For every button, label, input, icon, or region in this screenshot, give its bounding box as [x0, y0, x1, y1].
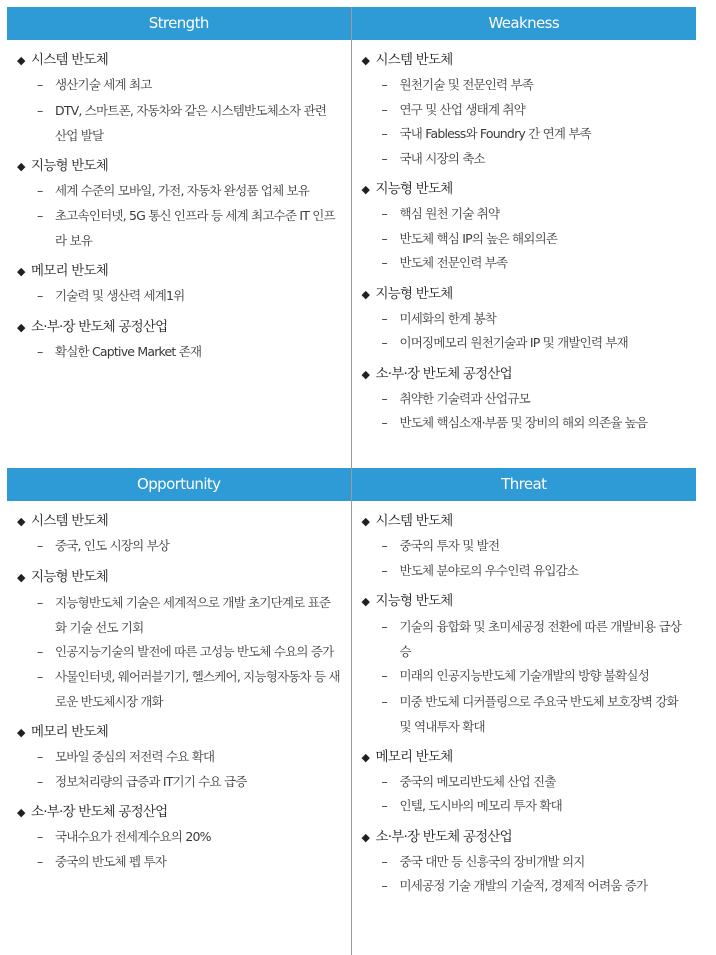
- section-title: [362, 282, 691, 307]
- list-item-text: 원천기술 및 전문인력 부족: [399, 77, 534, 92]
- dash-bullet-icon: –: [381, 310, 387, 326]
- swot-section: [17, 720, 345, 794]
- list-item-text: DTV, 스마트폰, 자동차와 같은 시스템반도체소자 관련 산업 발달: [55, 102, 327, 143]
- dash-bullet-icon: –: [381, 255, 387, 270]
- swot-table: [7, 7, 696, 955]
- list-item: [17, 640, 345, 665]
- section-title: [362, 589, 691, 614]
- dash-bullet-icon: –: [381, 798, 387, 813]
- list-item: [362, 387, 691, 412]
- quadrant-header: Strength: [7, 7, 351, 40]
- section-title: [17, 565, 345, 590]
- list-item-text: 기술력 및 생산력 세계1위: [55, 288, 185, 303]
- dash-bullet-icon: –: [37, 182, 43, 198]
- list-item-text: 중국의 투자 및 발전: [399, 538, 500, 553]
- swot-section: [362, 825, 691, 899]
- section-title-text: 소·부·장 반도체 공정산업: [375, 365, 512, 382]
- list-item: [17, 745, 345, 770]
- swot-section: [362, 509, 691, 583]
- list-item-text: 반도체 핵심 IP의 높은 해외의존: [399, 230, 558, 246]
- list-item-text: 이머징메모리 원천기술과 IP 및 개발인력 부재: [399, 335, 628, 350]
- dash-bullet-icon: –: [37, 773, 43, 789]
- list-item: [17, 203, 345, 253]
- list-item: [17, 534, 345, 559]
- list-item: [362, 534, 691, 559]
- dash-bullet-icon: –: [37, 643, 43, 659]
- section-title: [17, 315, 345, 340]
- list-item-text: 반도체 분야로의 우수인력 유입감소: [399, 562, 579, 578]
- dash-bullet-icon: –: [381, 77, 387, 92]
- dash-bullet-icon: –: [381, 562, 387, 578]
- list-item-text: 중국의 반도체 펩 투자: [55, 853, 166, 869]
- swot-row-top: [7, 7, 696, 468]
- dash-bullet-icon: –: [37, 538, 43, 553]
- section-title-text: 메모리 반도체: [31, 263, 108, 279]
- list-item-text: 반도체 전문인력 부족: [399, 255, 508, 270]
- list-item: [362, 559, 691, 584]
- list-item-text: 미세화의 한계 봉착: [399, 310, 497, 326]
- diamond-bullet-icon: ◆: [17, 806, 25, 819]
- swot-section: [17, 315, 345, 365]
- list-item-text: 모바일 중심의 저전력 수요 확대: [55, 749, 215, 764]
- dash-bullet-icon: –: [381, 878, 387, 893]
- list-item: [362, 331, 691, 356]
- dash-bullet-icon: –: [37, 853, 43, 869]
- swot-section: [362, 362, 691, 436]
- diamond-bullet-icon: ◆: [17, 570, 25, 584]
- list-item-text: 중국 대만 등 신흥국의 장비개발 의지: [399, 853, 585, 869]
- dash-bullet-icon: –: [381, 335, 387, 350]
- list-item-text: 중국, 인도 시장의 부상: [55, 538, 170, 553]
- list-item: [362, 307, 691, 332]
- diamond-bullet-icon: ◆: [17, 159, 25, 173]
- dash-bullet-icon: –: [381, 206, 387, 221]
- section-title-text: 시스템 반도체: [31, 513, 108, 529]
- diamond-bullet-icon: ◆: [17, 515, 25, 528]
- list-item-text: 확실한 Captive Market 존재: [55, 343, 202, 359]
- list-item: [362, 664, 691, 689]
- section-title: [362, 509, 691, 534]
- dash-bullet-icon: –: [381, 668, 387, 683]
- list-item: [362, 73, 691, 98]
- list-item-text: 핵심 원천 기술 취약: [399, 206, 500, 221]
- section-title-text: 소·부·장 반도체 공정산업: [31, 804, 168, 820]
- list-item: [17, 340, 345, 365]
- list-item: [362, 98, 691, 123]
- section-title-text: 메모리 반도체: [375, 748, 453, 765]
- quadrant-strength: [7, 7, 352, 468]
- section-title: [17, 259, 345, 284]
- section-title: [17, 720, 345, 745]
- quadrant-header: Threat: [352, 468, 697, 501]
- list-item: [17, 98, 345, 148]
- list-item: [17, 73, 345, 98]
- section-title: [17, 800, 345, 825]
- list-item: [362, 227, 691, 252]
- list-item-text: 인텔, 도시바의 메모리 투자 확대: [399, 798, 562, 813]
- section-title-text: 시스템 반도체: [31, 52, 108, 68]
- list-item: [17, 664, 345, 714]
- list-item: [362, 202, 691, 227]
- section-title-text: 지능형 반도체: [375, 285, 453, 302]
- section-title-text: 시스템 반도체: [375, 52, 453, 68]
- list-item: [362, 794, 691, 819]
- diamond-bullet-icon: ◆: [17, 265, 25, 278]
- list-item-text: 국내수요가 전세계수요의 20%: [55, 829, 211, 844]
- list-item: [362, 689, 691, 739]
- list-item: [362, 850, 691, 875]
- dash-bullet-icon: –: [381, 230, 387, 246]
- list-item-text: 지능형반도체 기술은 세계적으로 개발 초기단계로 표준화 기술 선도 기회: [55, 594, 331, 635]
- diamond-bullet-icon: ◆: [17, 726, 25, 739]
- quadrant-header: Opportunity: [7, 468, 351, 501]
- diamond-bullet-icon: ◆: [361, 515, 370, 528]
- diamond-bullet-icon: ◆: [361, 367, 370, 381]
- swot-section: [362, 48, 691, 171]
- list-item-text: 취약한 기술력과 산업규모: [399, 390, 530, 406]
- list-item: [17, 850, 345, 875]
- section-title-text: 소·부·장 반도체 공정산업: [375, 828, 512, 845]
- list-item-text: 국내 시장의 축소: [399, 150, 485, 166]
- dash-bullet-icon: –: [37, 594, 43, 610]
- swot-section: [17, 800, 345, 874]
- dash-bullet-icon: –: [37, 288, 43, 303]
- diamond-bullet-icon: ◆: [361, 54, 370, 67]
- section-title-text: 소·부·장 반도체 공정산업: [31, 318, 168, 335]
- dash-bullet-icon: –: [381, 538, 387, 553]
- dash-bullet-icon: –: [381, 126, 387, 141]
- list-item: [362, 874, 691, 899]
- list-item-text: 국내 Fabless와 Foundry 간 연계 부족: [399, 126, 591, 141]
- quadrant-weakness: [352, 7, 697, 468]
- list-item-text: 인공지능기술의 발전에 따른 고성능 반도체 수요의 증가: [55, 643, 334, 659]
- quadrant-body: [352, 501, 697, 955]
- quadrant-body: [352, 40, 697, 468]
- section-title: [362, 825, 691, 850]
- list-item-text: 연구 및 산업 생태계 취약: [399, 101, 525, 117]
- list-item-text: 미래의 인공지능반도체 기술개발의 방향 불확실성: [399, 668, 649, 683]
- section-title: [362, 177, 691, 202]
- section-title: [17, 154, 345, 179]
- swot-section: [362, 177, 691, 276]
- list-item: [362, 614, 691, 664]
- quadrant-body: [7, 501, 351, 955]
- swot-section: [362, 589, 691, 739]
- dash-bullet-icon: –: [37, 749, 43, 764]
- list-item-text: 사물인터넷, 웨어러블기기, 헬스케어, 지능형자동차 등 새로운 반도체시장 개화: [55, 669, 340, 709]
- quadrant-body: [7, 40, 351, 468]
- diamond-bullet-icon: ◆: [361, 595, 370, 608]
- list-item-text: 정보처리량의 급증과 IT기기 수요 급증: [55, 773, 247, 789]
- list-item-text: 세계 수준의 모바일, 가전, 자동차 완성품 업체 보유: [55, 182, 310, 198]
- list-item: [17, 284, 345, 309]
- swot-section: [17, 509, 345, 559]
- diamond-bullet-icon: ◆: [361, 830, 370, 844]
- dash-bullet-icon: –: [381, 693, 387, 709]
- swot-row-bottom: [7, 468, 696, 955]
- list-item-text: 기술의 융합화 및 초미세공정 전환에 따른 개발비용 급상승: [399, 619, 682, 659]
- section-title-text: 지능형 반도체: [31, 568, 108, 585]
- dash-bullet-icon: –: [381, 150, 387, 166]
- section-title: [362, 745, 691, 770]
- diamond-bullet-icon: ◆: [361, 750, 370, 764]
- section-title: [362, 48, 691, 73]
- section-title-text: 지능형 반도체: [31, 157, 108, 174]
- swot-section: [17, 154, 345, 254]
- list-item: [17, 179, 345, 204]
- list-item: [362, 770, 691, 795]
- list-item: [362, 411, 691, 436]
- diamond-bullet-icon: ◆: [361, 183, 370, 196]
- list-item: [362, 122, 691, 147]
- list-item-text: 중국의 메모리반도체 산업 진출: [399, 773, 556, 789]
- dash-bullet-icon: –: [37, 208, 43, 223]
- dash-bullet-icon: –: [381, 619, 387, 634]
- list-item-text: 생산기술 세계 최고: [55, 77, 152, 92]
- section-title: [17, 509, 345, 534]
- list-item-text: 미중 반도체 디커플링으로 주요국 반도체 보호장벽 강화 및 역내투자 확대: [399, 693, 678, 734]
- swot-section: [17, 48, 345, 148]
- quadrant-threat: [352, 468, 697, 955]
- list-item: [362, 251, 691, 276]
- list-item-text: 초고속인터넷, 5G 통신 인프라 등 세계 최고수준 IT 인프라 보유: [55, 208, 335, 248]
- dash-bullet-icon: –: [381, 415, 387, 430]
- swot-section: [17, 565, 345, 715]
- dash-bullet-icon: –: [37, 77, 43, 92]
- list-item-text: 반도체 핵심소재·부품 및 장비의 해외 의존율 높음: [399, 415, 648, 430]
- dash-bullet-icon: –: [381, 853, 387, 869]
- swot-section: [362, 745, 691, 819]
- section-title-text: 지능형 반도체: [375, 593, 453, 609]
- list-item: [17, 770, 345, 795]
- quadrant-opportunity: [7, 468, 352, 955]
- quadrant-header: Weakness: [352, 7, 697, 40]
- diamond-bullet-icon: ◆: [361, 287, 370, 301]
- diamond-bullet-icon: ◆: [17, 320, 25, 334]
- section-title-text: 메모리 반도체: [31, 724, 108, 740]
- list-item: [17, 825, 345, 850]
- dash-bullet-icon: –: [37, 102, 43, 118]
- section-title-text: 시스템 반도체: [375, 513, 453, 529]
- dash-bullet-icon: –: [37, 343, 43, 359]
- list-item-text: 미세공정 기술 개발의 기술적, 경제적 어려움 증가: [399, 878, 648, 893]
- dash-bullet-icon: –: [381, 773, 387, 789]
- dash-bullet-icon: –: [381, 101, 387, 117]
- swot-section: [17, 259, 345, 309]
- dash-bullet-icon: –: [37, 829, 43, 844]
- swot-section: [362, 282, 691, 356]
- list-item: [362, 147, 691, 172]
- dash-bullet-icon: –: [37, 669, 43, 684]
- section-title: [17, 48, 345, 73]
- list-item: [17, 590, 345, 640]
- section-title: [362, 362, 691, 387]
- diamond-bullet-icon: ◆: [17, 54, 25, 67]
- section-title-text: 지능형 반도체: [375, 181, 453, 197]
- dash-bullet-icon: –: [381, 390, 387, 406]
